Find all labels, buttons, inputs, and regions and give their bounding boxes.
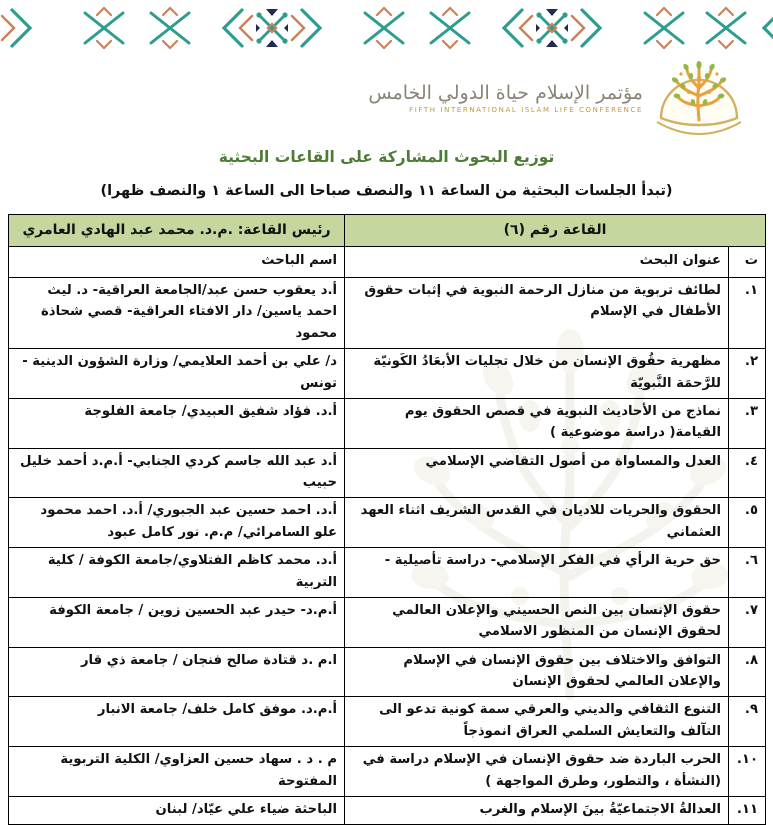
table-row [9, 349, 766, 399]
researcher-name: أ.د. فؤاد شفيق العبيدي/ جامعة الفلوجة [9, 398, 345, 448]
col-header-title: عنوان البحث [345, 247, 729, 278]
ornament-border-icon [0, 6, 773, 52]
table-row [9, 548, 766, 598]
row-number: ٧. [729, 597, 766, 647]
table-row [9, 448, 766, 498]
row-number: ٢. [729, 349, 766, 399]
conference-title-english: FIFTH INTERNATIONAL ISLAM LIFE CONFERENCE [409, 106, 643, 115]
row-number: ١١. [729, 796, 766, 824]
row-number: ٥. [729, 498, 766, 548]
researcher-name: أ.د. محمد كاظم الفتلاوي/جامعة الكوفة / كلية التربية [9, 548, 345, 598]
row-number: ٤. [729, 448, 766, 498]
researcher-name: م . د . سهاد حسين العزاوي/ الكلية التربوية المفتوحة [9, 747, 345, 797]
paper-title: الحرب الباردة ضد حقوق الإنسان في الإسلام دراسة في (النشأة ، والتطور، وطرق المواجهة ) [345, 747, 729, 797]
page-title: توزيع البحوث المشاركة على القاعات البحثية [218, 148, 555, 166]
researcher-name: أ.د عبد الله جاسم كردي الجنابي- أ.م.د أحمد خليل حبيب [9, 448, 345, 498]
paper-title: العدالةُ الاجتماعيّةُ بينَ الإسلام والغرب [345, 796, 729, 824]
document-page [0, 6, 773, 817]
paper-title: التوافق والاختلاف بين حقوق الإنسان في الإسلام والإعلان العالمي لحقوق الإنسان [345, 647, 729, 697]
paper-title: حق حرية الرأي في الفكر الإسلامي- دراسة تأصيلية - [345, 548, 729, 598]
paper-title: حقوق الإنسان بين النص الحسيني والإعلان العالمي لحقوق الإنسان من المنظور الاسلامي [345, 597, 729, 647]
col-header-num: ت [729, 247, 766, 278]
table-header-row [9, 215, 766, 247]
researcher-name: أ.م.د- حيدر عبد الحسين زوين / جامعة الكوفة [9, 597, 345, 647]
table-row [9, 398, 766, 448]
row-number: ١٠. [729, 747, 766, 797]
paper-title: مظهرية حقُوق الإنسان من خلال تجليات الأبعَادُ الكَونيّة للرَّحمَة النَّبويّة [345, 349, 729, 399]
researcher-name: د/ علي بن أحمد العلايمي/ وزارة الشؤون الدينية - تونس [9, 349, 345, 399]
conference-logo-text [368, 82, 643, 115]
page-subtitle: (تبدأ الجلسات البحثية من الساعة ١١ والنصف صباحا الى الساعة ١ والنصف ظهرا) [100, 183, 673, 199]
row-number: ٩. [729, 697, 766, 747]
paper-title: الحقوق والحريات للاديان في القدس الشريف اثناء العهد العثماني [345, 498, 729, 548]
paper-title: العدل والمساواة من أصول التقاضي الإسلامي [345, 448, 729, 498]
row-number: ٨. [729, 647, 766, 697]
hall-number-header: القاعة رقم (٦) [345, 215, 766, 247]
table-row [9, 498, 766, 548]
col-header-researcher: اسم الباحث [9, 247, 345, 278]
table-row [9, 278, 766, 349]
researcher-name: أ.د يعقوب حسن عبد/الجامعة العراقية- د. ليث احمد ياسين/ دار الافتاء العراقية- قصي شحاذة محمود [9, 278, 345, 349]
column-header-row [9, 247, 766, 278]
table-row [9, 647, 766, 697]
paper-title: لطائف تربوية من منازل الرحمة النبوية في إثبات حقوق الأطفال في الإسلام [345, 278, 729, 349]
researcher-name: أ.د. احمد حسين عبد الجبوري/ أ.د. احمد محمود علو السامرائي/ م.م. نور كامل عبود [9, 498, 345, 548]
hall-chair-header: رئيس القاعة: .م.د. محمد عبد الهادي العامري [9, 215, 345, 247]
tree-in-dome-icon [653, 56, 745, 140]
table-row [9, 747, 766, 797]
researcher-name: أ.م.د. موفق كامل خلف/ جامعة الانبار [9, 697, 345, 747]
conference-title-arabic: مؤتمر الإسلام حياة الدولي الخامس [368, 81, 643, 104]
row-number: ١. [729, 278, 766, 349]
paper-title: نماذج من الأحاديث النبوية في قصص الحقوق يوم القيامة( دراسة موضوعية ) [345, 398, 729, 448]
table-row [9, 697, 766, 747]
table-row [9, 796, 766, 824]
papers-table [8, 214, 766, 825]
row-number: ٣. [729, 398, 766, 448]
researcher-name: الباحثة ضياء علي عيّاد/ لبنان [9, 796, 345, 824]
table-row [9, 597, 766, 647]
row-number: ٦. [729, 548, 766, 598]
researcher-name: ا.م .د قتادة صالح فنجان / جامعة ذي قار [9, 647, 345, 697]
paper-title: التنوع الثقافي والديني والعرقي سمة كونية تدعو الى التآلف والتعايش السلمي العراق انموذجاً [345, 697, 729, 747]
conference-logo [368, 58, 745, 138]
